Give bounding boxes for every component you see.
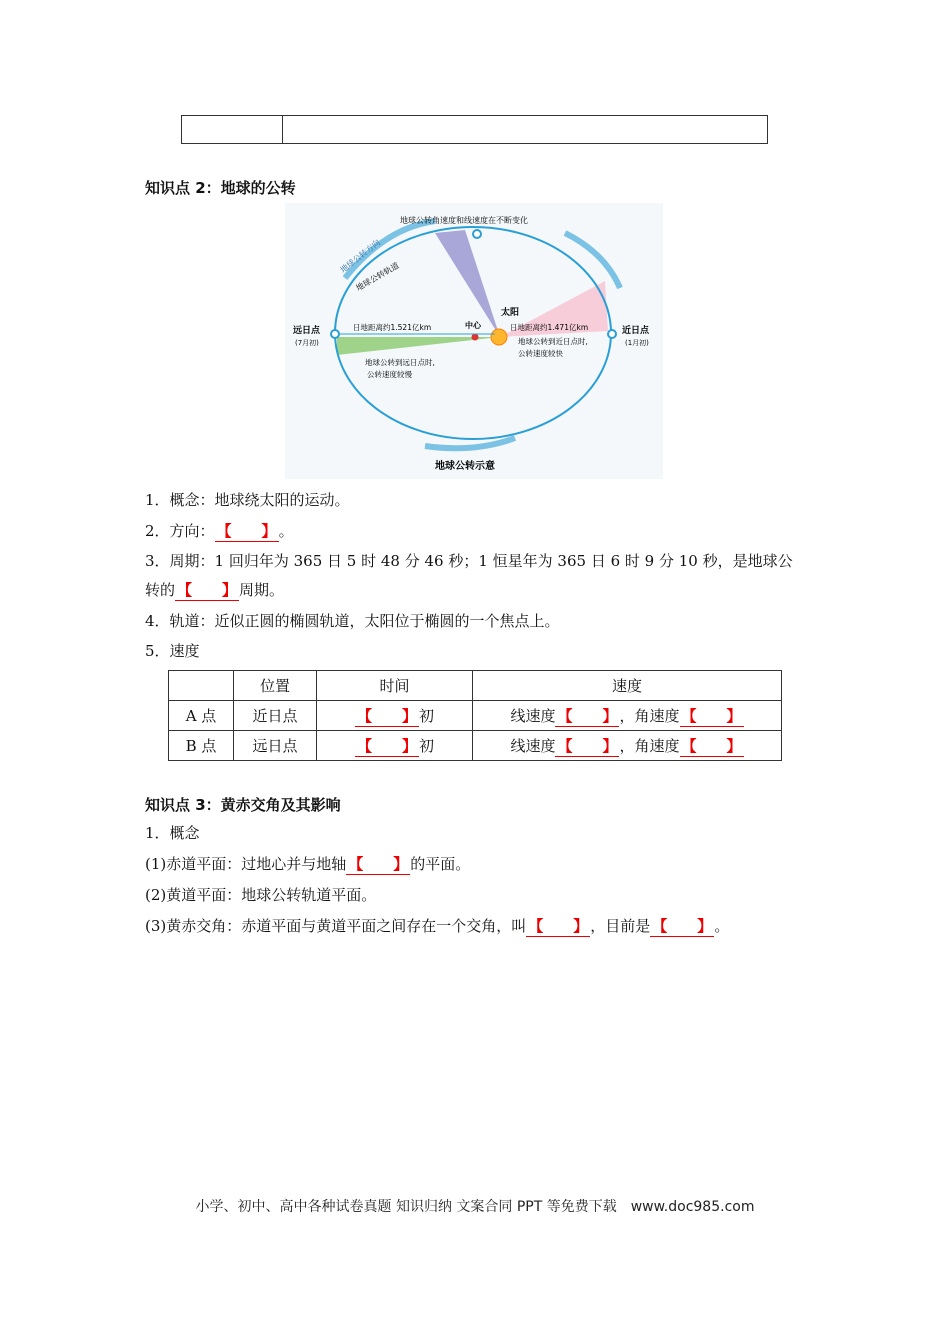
perihelion-time: (1月初) — [625, 339, 649, 347]
period-suffix: 周期。 — [239, 581, 285, 599]
section3-heading: 知识点 3：黄赤交角及其影响 — [145, 796, 341, 814]
table-row — [169, 701, 782, 731]
item-concept: 1．概念：地球绕太阳的运动。 — [145, 491, 350, 509]
item-orbit: 4．轨道：近似正圆的椭圆轨道，太阳位于椭圆的一个焦点上。 — [145, 612, 560, 630]
separator: ， — [619, 736, 635, 755]
section2-heading: 知识点 2：地球的公转 — [145, 179, 296, 197]
aphelion-note-1: 地球公转到远日点时, — [365, 358, 435, 367]
direction-blank: 【 】 — [216, 522, 277, 540]
item-speed: 5．速度 — [145, 642, 200, 660]
item-direction — [145, 521, 294, 542]
sun-icon — [491, 329, 507, 345]
figure-caption: 地球公转示意 — [435, 461, 495, 472]
page-footer: 小学、初中、高中各种试卷真题 知识归纳 文案合同 PPT 等免费下载 www.doc985.com — [195, 1199, 755, 1215]
header-cell: 位置 — [234, 671, 317, 701]
aphelion-label: 远日点 — [293, 326, 321, 336]
obliquity-suffix: 。 — [714, 917, 730, 935]
time-cell — [317, 701, 473, 731]
aphelion-earth-icon — [331, 330, 339, 338]
aphelion-note-2: 公转速度较慢 — [367, 370, 412, 379]
header-cell: 速度 — [473, 671, 782, 701]
angle-speed-label: 角速度 — [634, 706, 680, 725]
point-cell: A 点 — [169, 701, 234, 731]
angle-speed-blank: 【 】 — [681, 706, 742, 725]
speed-cell — [473, 701, 782, 731]
perihelion-label: 近日点 — [622, 326, 650, 336]
center-label: 中心 — [465, 321, 481, 330]
top-table-remnant — [181, 115, 768, 144]
table-header-row — [169, 671, 782, 701]
direction-label: 地球公转方向 — [338, 237, 383, 275]
time-blank: 【 】 — [356, 706, 417, 725]
perihelion-distance: 日地距离约1.471亿km — [510, 323, 589, 332]
line-speed-label: 线速度 — [510, 706, 556, 725]
line-speed-blank: 【 】 — [557, 706, 618, 725]
angle-speed-blank: 【 】 — [681, 736, 742, 755]
period-prefix: 转的 — [145, 581, 176, 599]
item-period-line1: 3．周期：1 回归年为 365 日 5 时 48 分 46 秒；1 恒星年为 365 日 6 时 9 分 10 秒，是地球公 — [145, 552, 793, 570]
equator-prefix: (1)赤道平面：过地心并与地轴 — [145, 855, 347, 873]
line-speed-blank: 【 】 — [557, 736, 618, 755]
time-cell — [317, 731, 473, 761]
aphelion-distance: 日地距离约1.521亿km — [353, 323, 432, 332]
obliquity-mid: ，目前是 — [590, 917, 651, 935]
position-cell: 近日点 — [234, 701, 317, 731]
perihelion-note-2: 公转速度较快 — [518, 349, 563, 358]
obliquity-blank-1: 【 】 — [528, 917, 589, 935]
perihelion-note-1: 地球公转到近日点时, — [518, 337, 588, 346]
top-earth-icon — [473, 230, 481, 238]
speed-table — [168, 670, 782, 761]
obliquity-blank-2: 【 】 — [652, 917, 713, 935]
time-suffix: 初 — [419, 706, 435, 725]
direction-prefix: 2．方向： — [145, 522, 215, 540]
header-cell: 时间 — [317, 671, 473, 701]
position-cell: 远日点 — [234, 731, 317, 761]
header-cell — [169, 671, 234, 701]
equator-blank: 【 】 — [348, 855, 409, 873]
ecliptic-plane-line: (2)黄道平面：地球公转轨道平面。 — [145, 886, 377, 904]
equator-plane-line — [145, 854, 470, 875]
earth-revolution-figure — [285, 203, 663, 479]
period-blank: 【 】 — [177, 581, 238, 599]
table-row — [169, 731, 782, 761]
sun-label: 太阳 — [501, 308, 520, 318]
top-label: 地球公转角速度和线速度在不断变化 — [400, 216, 528, 225]
speed-cell — [473, 731, 782, 761]
direction-suffix: 。 — [278, 522, 294, 540]
section3-concept: 1．概念 — [145, 824, 200, 842]
perihelion-earth-icon — [608, 330, 616, 338]
time-blank: 【 】 — [356, 736, 417, 755]
obliquity-prefix: (3)黄赤交角：赤道平面与黄道平面之间存在一个交角，叫 — [145, 917, 527, 935]
table-divider — [282, 116, 283, 143]
line-speed-label: 线速度 — [510, 736, 556, 755]
point-cell: B 点 — [169, 731, 234, 761]
time-suffix: 初 — [419, 736, 435, 755]
obliquity-line — [145, 916, 729, 937]
item-period-line2 — [145, 580, 284, 601]
center-dot-icon — [472, 334, 479, 341]
equator-suffix: 的平面。 — [410, 855, 471, 873]
orbit-label: 地球公转轨道 — [354, 260, 401, 293]
separator: ， — [619, 706, 635, 725]
aphelion-time: (7月初) — [295, 339, 319, 347]
angle-speed-label: 角速度 — [634, 736, 680, 755]
